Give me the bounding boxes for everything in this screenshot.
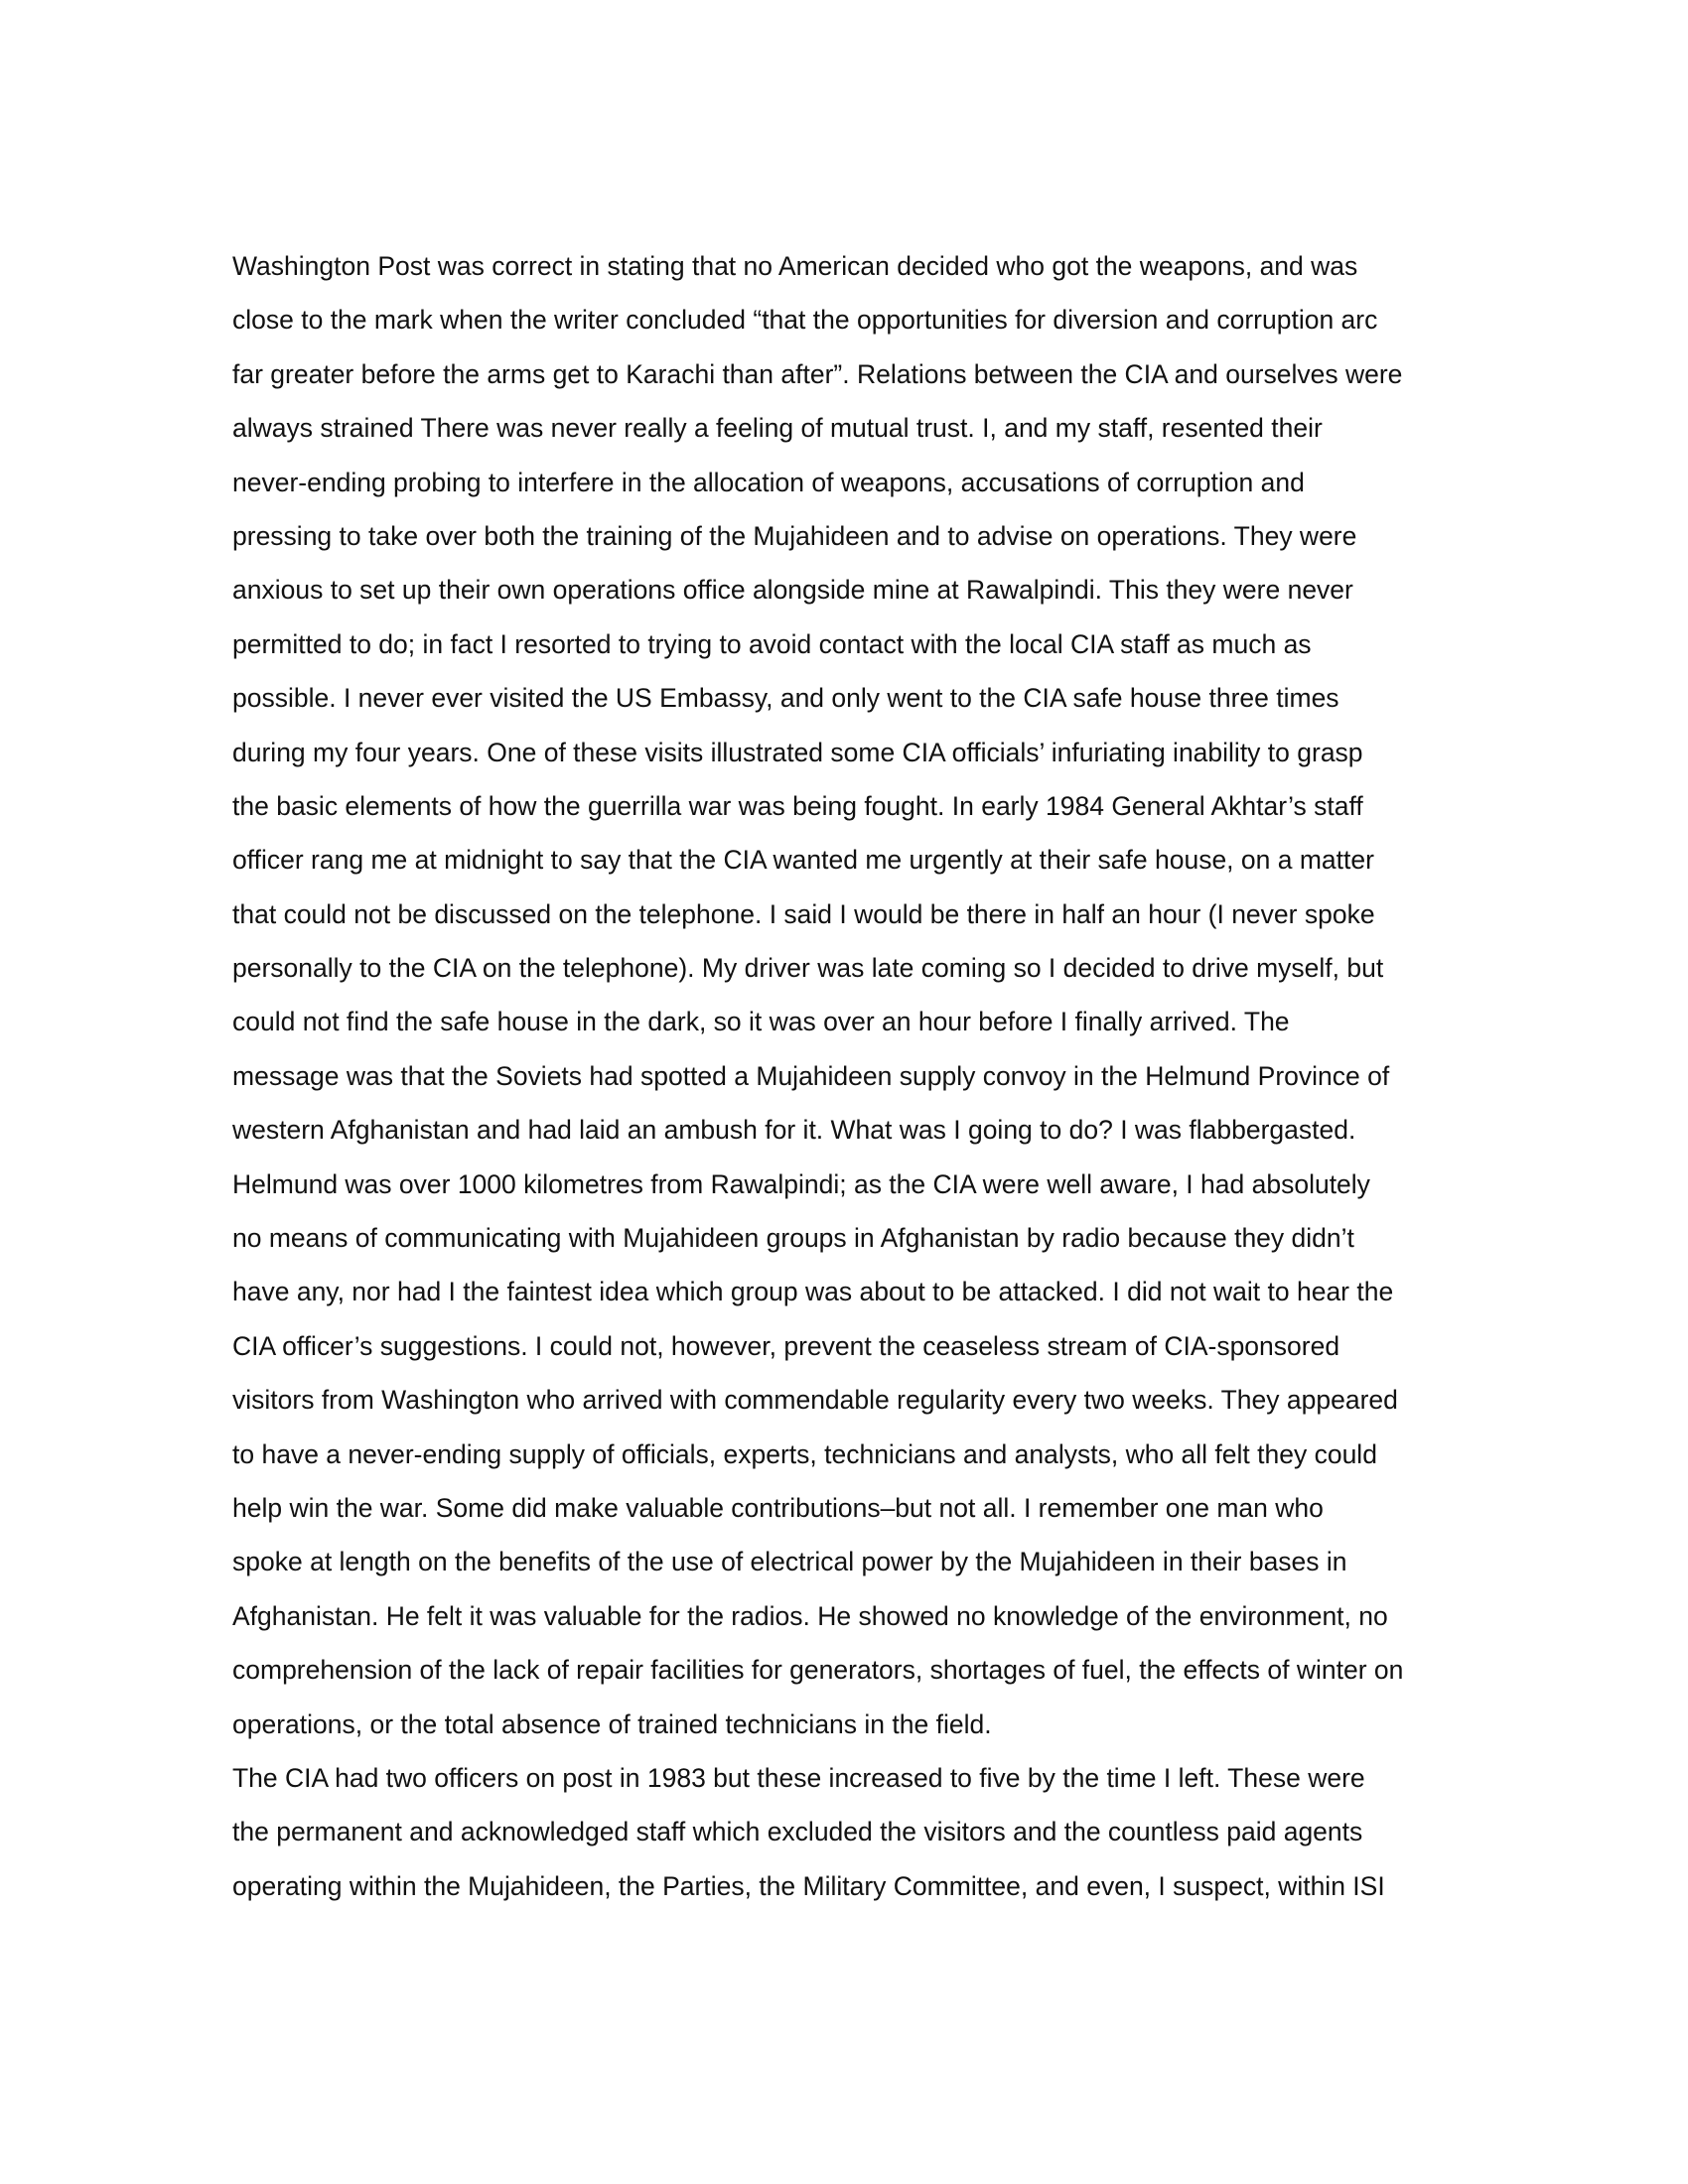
text-line: close to the mark when the writer concluded “that the opportunities for diversion and corruption arc xyxy=(232,305,1378,336)
text-line: no means of communicating with Mujahideen groups in Afghanistan by radio because they didn’t xyxy=(232,1223,1354,1254)
text-line: to have a never-ending supply of officials, experts, technicians and analysts, who all felt they could xyxy=(232,1438,1377,1469)
text-line: Washington Post was correct in stating that no American decided who got the weapons, and was xyxy=(232,251,1358,281)
text-line: comprehension of the lack of repair facilities for generators, shortages of fuel, the effects of winter on xyxy=(232,1655,1404,1686)
text-line: CIA officer’s suggestions. I could not, however, prevent the ceaseless stream of CIA-sponsored xyxy=(232,1330,1340,1361)
text-line: Afghanistan. He felt it was valuable for the radios. He showed no knowledge of the environment, no xyxy=(232,1600,1388,1631)
text-line: The CIA had two officers on post in 1983 but these increased to five by the time I left. These were xyxy=(232,1762,1365,1793)
text-line: officer rang me at midnight to say that the CIA wanted me urgently at their safe house, on a matter xyxy=(232,845,1374,876)
text-line: operating within the Mujahideen, the Parties, the Military Committee, and even, I suspect, within ISI xyxy=(232,1870,1385,1901)
text-line: have any, nor had I the faintest idea which group was about to be attacked. I did not wait to hear the xyxy=(232,1277,1394,1307)
text-line: that could not be discussed on the telephone. I said I would be there in half an hour (I never spoke xyxy=(232,898,1375,929)
body-text xyxy=(232,246,1474,1920)
text-line: operations, or the total absence of trained technicians in the field. xyxy=(232,1708,992,1739)
text-line: during my four years. One of these visits illustrated some CIA officials’ infuriating inability to grasp xyxy=(232,737,1363,767)
text-line: pressing to take over both the training of the Mujahideen and to advise on operations. They were xyxy=(232,520,1357,551)
text-line: western Afghanistan and had laid an ambush for it. What was I going to do? I was flabbergasted. xyxy=(232,1115,1356,1146)
text-line: personally to the CIA on the telephone). My driver was late coming so I decided to drive myself, but xyxy=(232,953,1384,984)
text-line: possible. I never ever visited the US Embassy, and only went to the CIA safe house three times xyxy=(232,683,1339,714)
text-line: message was that the Soviets had spotted a Mujahideen supply convoy in the Helmund Province of xyxy=(232,1060,1390,1091)
text-line: the basic elements of how the guerrilla war was being fought. In early 1984 General Akhtar’s staff xyxy=(232,790,1363,821)
text-line: visitors from Washington who arrived with commendable regularity every two weeks. They appeared xyxy=(232,1385,1398,1416)
text-line: far greater before the arms get to Karachi than after”. Relations between the CIA and ourselves were xyxy=(232,358,1403,389)
text-line: always strained There was never really a feeling of mutual trust. I, and my staff, resented their xyxy=(232,413,1323,444)
text-line: anxious to set up their own operations office alongside mine at Rawalpindi. This they were never xyxy=(232,575,1353,606)
text-line: never-ending probing to interfere in the allocation of weapons, accusations of corruption and xyxy=(232,467,1305,497)
text-line: could not find the safe house in the dark, so it was over an hour before I finally arrived. The xyxy=(232,1007,1290,1037)
text-line: spoke at length on the benefits of the use of electrical power by the Mujahideen in their bases in xyxy=(232,1547,1347,1577)
text-line: Helmund was over 1000 kilometres from Rawalpindi; as the CIA were well aware, I had absolutely xyxy=(232,1168,1370,1199)
text-line: the permanent and acknowledged staff which excluded the visitors and the countless paid agents xyxy=(232,1817,1363,1847)
text-line: help win the war. Some did make valuable contributions–but not all. I remember one man who xyxy=(232,1492,1324,1523)
text-line: permitted to do; in fact I resorted to trying to avoid contact with the local CIA staff as much as xyxy=(232,628,1312,659)
